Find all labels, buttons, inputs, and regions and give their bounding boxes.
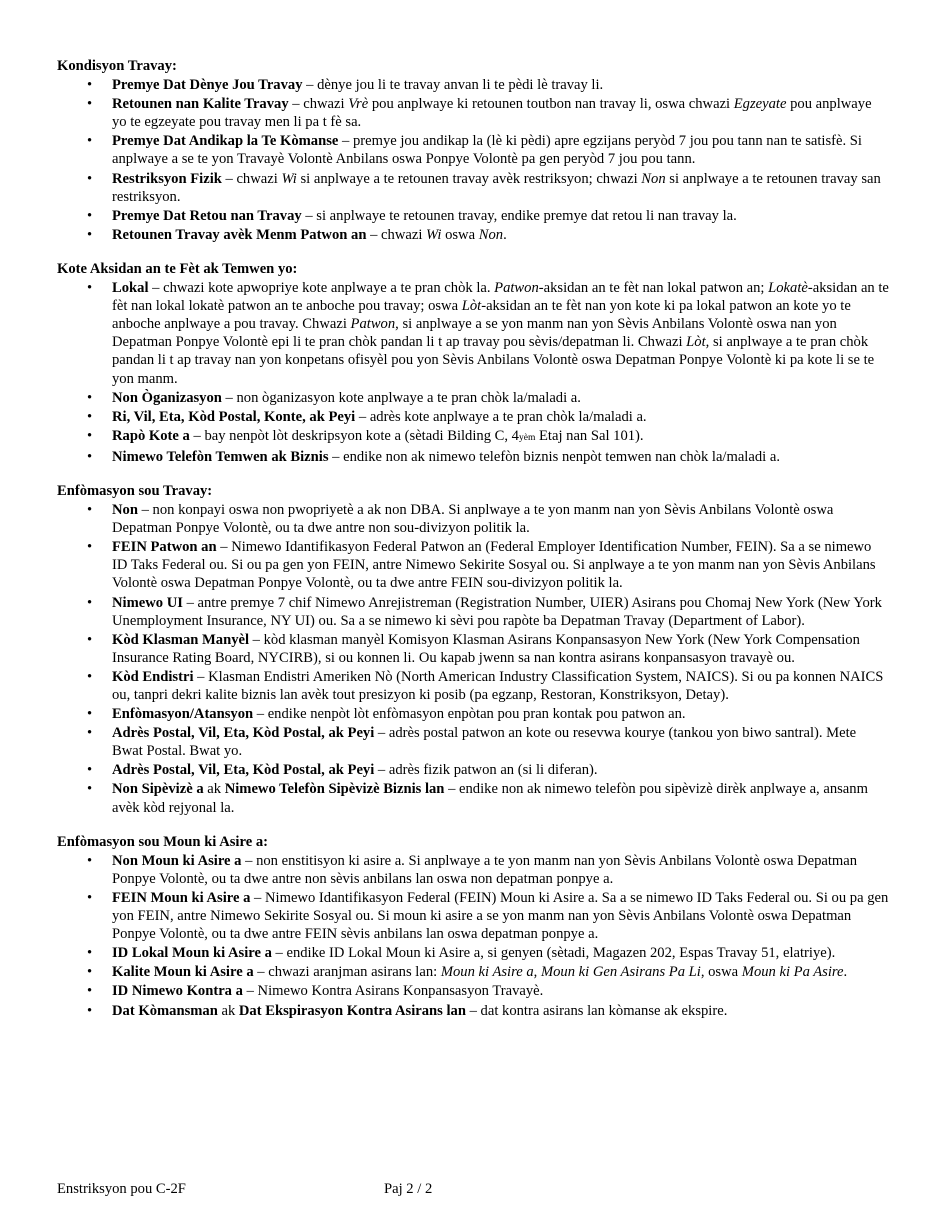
option-text: Egzeyate — [733, 96, 787, 113]
description-text: oswa — [441, 226, 479, 243]
description-text: – chwazi — [221, 170, 282, 187]
description-text: – Klasman Endistri Ameriken Nò (North American Industry Classification System, NAICS). Si ou pa konnen NAICS ou, tanpri dekri kalite biznis lan avèk tout presizyon ki posib (pa egzanp, Restoran, Konstriksyon, Detay). — [112, 668, 884, 703]
description-text: – non òganizasyon kote anplwaye a te pran chòk la/maladi a. — [221, 389, 581, 406]
description-text: Etaj nan Sal 101). — [535, 427, 644, 444]
term-label: FEIN Patwon an — [112, 539, 217, 556]
term-label: Premye Dat Andikap la Te Kòmanse — [112, 133, 339, 150]
section-heading: Kondisyon Travay: — [57, 58, 177, 74]
list-item — [57, 76, 889, 94]
term-label: Retounen Travay avèk Menm Patwon an — [112, 226, 367, 243]
list-item — [57, 594, 889, 630]
term-label: Adrès Postal, Vil, Eta, Kòd Postal, ak Peyi — [112, 725, 375, 742]
list-item — [57, 448, 889, 466]
list-item — [57, 705, 889, 723]
term-label: Non Òganizasyon — [112, 389, 222, 406]
list-item — [57, 668, 889, 704]
section — [57, 57, 889, 244]
term-label: Rapò Kote a — [112, 427, 190, 444]
list-item — [57, 279, 889, 388]
list-item — [57, 889, 889, 943]
description-text: – adrès postal patwon an kote ou resevwa kourye (tankou yon biwo santral). Mete Bwat Postal. Bwat yo. — [112, 725, 857, 760]
section — [57, 260, 889, 466]
description-text: ak — [217, 1002, 239, 1019]
list-item — [57, 170, 889, 206]
list-item — [57, 982, 889, 1000]
term-label: Premye Dat Retou nan Travay — [112, 207, 302, 224]
description-text: – bay nenpòt lòt deskripsyon kote a (sètadi Bilding C, 4 — [189, 427, 519, 444]
term-label: Restriksyon Fizik — [112, 170, 222, 187]
section-heading: Enfòmasyon sou Moun ki Asire a: — [57, 833, 268, 850]
description-text: – kòd klasman manyèl Komisyon Klasman Asirans Konpansasyon New York (New York Compensation Insurance Rating Board, NYCIRB), si ou konnen li. Ou kapab jwenn sa nan kontra asirans konpansasyon travayè ou. — [112, 631, 860, 666]
document-body — [57, 57, 889, 1021]
list-item — [57, 780, 889, 816]
description-text: – endike ID Lokal Moun ki Asire a, si genyen (sètadi, Magazen 202, Espas Travay 51, elatriye). — [271, 945, 836, 962]
description-text: – Nimewo Idantifikasyon Federal (FEIN) Moun ki Asire a. Sa a se nimewo ID Taks Federal ou. Si ou pa gen yon FEIN, antre Nimewo Sekirite Sosyal ou. Si moun ki asire a se yon manm nan yon Sèvis Anbilans Volontè oswa Depatman Ponpye Volontè, ou ta dwe antre FEIN sèvis anbilans lan oswa depatman ponpye a. — [112, 889, 889, 943]
term-label: Adrès Postal, Vil, Eta, Kòd Postal, ak Peyi — [112, 762, 375, 779]
bullet-list — [57, 76, 889, 244]
description-text: – endike non ak nimewo telefòn pou sipèvizè dirèk anplwaye a, ansanm avèk kòd rejyonal la. — [112, 781, 868, 816]
description-text: , oswa — [700, 964, 742, 981]
option-text: Patwon — [494, 280, 539, 297]
list-item — [57, 95, 889, 131]
term-label: Dat Kòmansman — [112, 1002, 218, 1019]
list-item — [57, 389, 889, 407]
description-text: – endike non ak nimewo telefòn biznis nenpòt temwen nan chòk la/maladi a. — [328, 448, 780, 465]
description-text: – non konpayi oswa non pwopriyetè a ak non DBA. Si anplwaye a te yon manm nan yon Sèvis Anbilans Volontè oswa Depatman Ponpye Volontè, ou ta dwe antre non sou-divizyon politik la. — [112, 502, 834, 537]
bullet-list — [57, 279, 889, 466]
description-text: – Nimewo Kontra Asirans Konpansasyon Travayè. — [242, 983, 544, 1000]
option-text: Lòt — [461, 298, 482, 315]
list-item — [57, 408, 889, 426]
term-label: ID Lokal Moun ki Asire a — [112, 945, 272, 962]
list-item — [57, 852, 889, 888]
option-text: Moun ki Asire a — [440, 964, 534, 981]
description-text: si anplwaye a te retounen travay avèk restriksyon; chwazi — [296, 170, 642, 187]
term-label: Nimewo Telefòn Sipèvizè Biznis lan — [224, 781, 445, 798]
description-text: si anplwaye a te retounen travay san restriksyon. — [112, 170, 881, 205]
list-item — [57, 631, 889, 667]
term-label: Dat Ekspirasyon Kontra Asirans lan — [238, 1002, 466, 1019]
term-label: Non Moun ki Asire a — [112, 852, 242, 869]
description-text: -aksidan an te fèt nan yon kote ki pa lokal patwon an kote yo te anboche anplwaye a pou travay. Chwazi — [112, 298, 851, 333]
option-text: Vrè — [348, 96, 369, 113]
description-text: pou anplwaye yo te egzeyate pou travay men li pa t fè sa. — [112, 96, 872, 131]
term-label: Kòd Klasman Manyèl — [112, 631, 250, 648]
description-text: – endike nenpòt lòt enfòmasyon enpòtan pou pran kontak pou patwon an. — [253, 706, 686, 723]
footer-page-number: Paj 2 / 2 — [384, 1181, 433, 1197]
description-text: . — [503, 226, 507, 243]
section-heading: Enfòmasyon sou Travay: — [57, 482, 213, 499]
option-text: Wi — [281, 170, 297, 187]
option-text: Patwon — [350, 316, 396, 333]
ordinal-suffix: yèm — [518, 432, 536, 443]
list-item — [57, 761, 889, 779]
description-text: – antre premye 7 chif Nimewo Anrejistreman (Registration Number, UIER) Asirans pou Chomaj New York (New York Unemployment Insurance, NY UI) ou. Sa a se nimewo ki sèvi pou rapòte ba Depatman Travay (Department of Labor). — [112, 594, 882, 629]
term-label: Ri, Vil, Eta, Kòd Postal, Konte, ak Peyi — [112, 408, 356, 425]
description-text: ak — [203, 781, 225, 798]
list-item — [57, 501, 889, 537]
description-text: – chwazi — [288, 96, 349, 113]
term-label: ID Nimewo Kontra a — [112, 983, 243, 1000]
list-item — [57, 1002, 889, 1020]
option-text: Lokatè — [768, 280, 808, 297]
term-label: Nimewo Telefòn Temwen ak Biznis — [112, 448, 329, 465]
list-item — [57, 944, 889, 962]
option-text: Non — [478, 226, 504, 243]
option-text: Moun ki Gen Asirans Pa Li — [540, 964, 701, 981]
term-label: Kòd Endistri — [112, 668, 194, 685]
description-text: – dènye jou li te travay anvan li te pèdi lè travay li. — [302, 77, 604, 94]
description-text: . — [843, 964, 848, 981]
description-text: – chwazi kote apwopriye kote anplwaye a te pran chòk la. — [148, 280, 495, 297]
description-text: -aksidan an te fèt nan lokal patwon an; — [538, 280, 769, 297]
section — [57, 833, 889, 1020]
term-label: Nimewo UI — [112, 594, 183, 611]
description-text: pou anplwaye ki retounen toutbon nan travay li, oswa chwazi — [368, 96, 734, 113]
term-label: Non Sipèvizè a — [112, 781, 204, 798]
description-text: – chwazi — [366, 226, 427, 243]
description-text: , — [533, 964, 541, 981]
bullet-list — [57, 852, 889, 1020]
term-label: Lokal — [112, 280, 149, 297]
list-item — [57, 538, 889, 592]
list-item — [57, 132, 889, 168]
list-item — [57, 226, 889, 244]
option-text: Moun ki Pa Asire — [741, 964, 844, 981]
option-text: Wi — [426, 226, 442, 243]
term-label: Non — [112, 502, 138, 519]
option-text: Non — [641, 170, 666, 187]
term-label: Retounen nan Kalite Travay — [112, 96, 289, 113]
footer-form-name: Enstriksyon pou C-2F — [57, 1181, 186, 1197]
term-label: FEIN Moun ki Asire a — [112, 889, 251, 906]
list-item — [57, 207, 889, 225]
description-text: – si anplwaye te retounen travay, endike premye dat retou li nan travay la. — [301, 207, 737, 224]
description-text: – non enstitisyon ki asire a. Si anplwaye a te yon manm nan yon Sèvis Anbilans Volontè oswa Depatman Ponpye Volontè, ou ta dwe antre non sèvis anbilans lan oswa non depatman ponpye a. — [112, 852, 858, 887]
option-text: Lòt, — [686, 334, 710, 351]
term-label: Kalite Moun ki Asire a — [112, 964, 254, 981]
description-text: – Nimewo Idantifikasyon Federal Patwon an (Federal Employer Identification Number, FEIN). Sa a se nimewo ID Taks Federal ou. Si ou pa gen yon FEIN, antre Nimewo Sekirite Sosyal ou. Si anplwaye a te yon manm nan yon Sèvis Anbilans Volontè oswa Depatman Ponpye Volontè, ou ta dwe antre FEIN sou-divizyon politik la. — [112, 539, 876, 592]
term-label: Enfòmasyon/Atansyon — [112, 706, 254, 723]
section-heading: Kote Aksidan an te Fèt ak Temwen yo: — [57, 260, 298, 277]
description-text: si anplwaye a te pran chòk pandan li t ap travay nan yon konpetans ofisyèl pou yon Sèvis Anbilans Volontè oswa Depatman Ponpye Volontè ki pa kote li se te yon manm. — [112, 334, 875, 387]
description-text: – premye jou andikap la (lè ki pèdi) apre egzijans peryòd 7 jou pou tann nan te satisfè. Si anplwaye a se te yon Travayè Volontè Anbilans oswa Ponpye Volontè pa gen peryòd 7 jou pou tann. — [112, 133, 862, 168]
bullet-list — [57, 501, 889, 817]
description-text: – dat kontra asirans lan kòmanse ak ekspire. — [465, 1002, 728, 1019]
list-item — [57, 427, 889, 447]
description-text: , si anplwaye a se yon manm nan yon Sèvis Anbilans Volontè oswa nan yon Depatman Ponpye Volontè epi li te pran chòk pandan li t ap travay pou sèvis/depatman li. Chwazi — [112, 316, 837, 351]
list-item — [57, 963, 889, 981]
description-text: – chwazi aranjman asirans lan: — [253, 964, 441, 981]
description-text: – adrès kote anplwaye a te pran chòk la/maladi a. — [355, 408, 647, 425]
list-item — [57, 724, 889, 760]
description-text: -aksidan an te fèt nan lokal lokatè patwon an te anboche pou travay; oswa — [112, 280, 889, 315]
term-label: Premye Dat Dènye Jou Travay — [112, 77, 303, 94]
section — [57, 482, 889, 817]
description-text: – adrès fizik patwon an (si li diferan). — [374, 762, 598, 779]
